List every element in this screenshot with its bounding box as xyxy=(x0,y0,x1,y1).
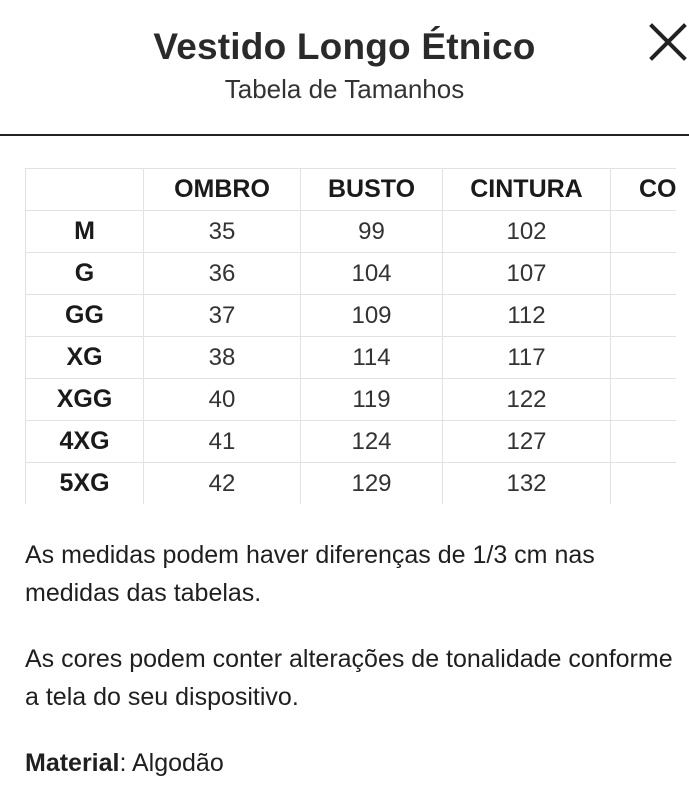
page-subtitle: Tabela de Tamanhos xyxy=(224,74,465,104)
size-label: 4XG xyxy=(26,421,144,463)
table-cell: 99 xyxy=(301,211,443,253)
table-cell: 132 xyxy=(443,463,611,505)
table-cell: 129 xyxy=(301,463,443,505)
table-row xyxy=(26,337,677,379)
table-cell xyxy=(611,253,677,295)
table-cell: 119 xyxy=(301,379,443,421)
column-header-busto: BUSTO xyxy=(301,169,443,211)
table-cell: 117 xyxy=(443,337,611,379)
header-divider xyxy=(0,134,689,136)
table-cell: 109 xyxy=(301,295,443,337)
material-line xyxy=(25,744,675,782)
table-cell xyxy=(611,337,677,379)
color-note: As cores podem conter alterações de tonalidade conforme a tela do seu dispositivo. xyxy=(25,645,673,711)
table-cell xyxy=(611,379,677,421)
table-row xyxy=(26,211,677,253)
size-label: 5XG xyxy=(26,463,144,505)
size-label: G xyxy=(26,253,144,295)
size-label: GG xyxy=(26,295,144,337)
column-header xyxy=(26,169,144,211)
column-header-ombro: OMBRO xyxy=(144,169,301,211)
table-cell: 112 xyxy=(443,295,611,337)
table-cell: 38 xyxy=(144,337,301,379)
size-label: XG xyxy=(26,337,144,379)
table-cell xyxy=(611,211,677,253)
table-cell xyxy=(611,463,677,505)
table-cell: 102 xyxy=(443,211,611,253)
table-header-row xyxy=(26,169,677,211)
size-table xyxy=(25,168,676,504)
table-cell xyxy=(611,421,677,463)
table-cell: 124 xyxy=(301,421,443,463)
table-cell: 42 xyxy=(144,463,301,505)
close-icon[interactable] xyxy=(648,22,688,62)
size-label: M xyxy=(26,211,144,253)
table-row xyxy=(26,421,677,463)
table-cell: 41 xyxy=(144,421,301,463)
size-table-scroll[interactable] xyxy=(25,168,676,504)
table-cell: 104 xyxy=(301,253,443,295)
table-cell: 122 xyxy=(443,379,611,421)
table-row xyxy=(26,463,677,505)
measurement-note: As medidas podem haver diferenças de 1/3 cm nas medidas das tabelas. xyxy=(25,541,595,607)
table-row xyxy=(26,295,677,337)
table-cell: 37 xyxy=(144,295,301,337)
column-header-co: CO xyxy=(611,169,677,211)
table-cell: 127 xyxy=(443,421,611,463)
table-cell: 35 xyxy=(144,211,301,253)
material-label: Material xyxy=(25,749,120,777)
table-cell xyxy=(611,295,677,337)
page-title: Vestido Longo Étnico xyxy=(153,26,536,67)
size-label: XGG xyxy=(26,379,144,421)
table-cell: 114 xyxy=(301,337,443,379)
table-row xyxy=(26,379,677,421)
modal-header xyxy=(0,0,689,136)
close-button[interactable] xyxy=(648,22,688,62)
table-cell: 36 xyxy=(144,253,301,295)
table-cell: 40 xyxy=(144,379,301,421)
table-cell: 107 xyxy=(443,253,611,295)
column-header-cintura: CINTURA xyxy=(443,169,611,211)
table-row xyxy=(26,253,677,295)
material-value: : Algodão xyxy=(119,749,224,777)
notes-section xyxy=(25,536,675,782)
